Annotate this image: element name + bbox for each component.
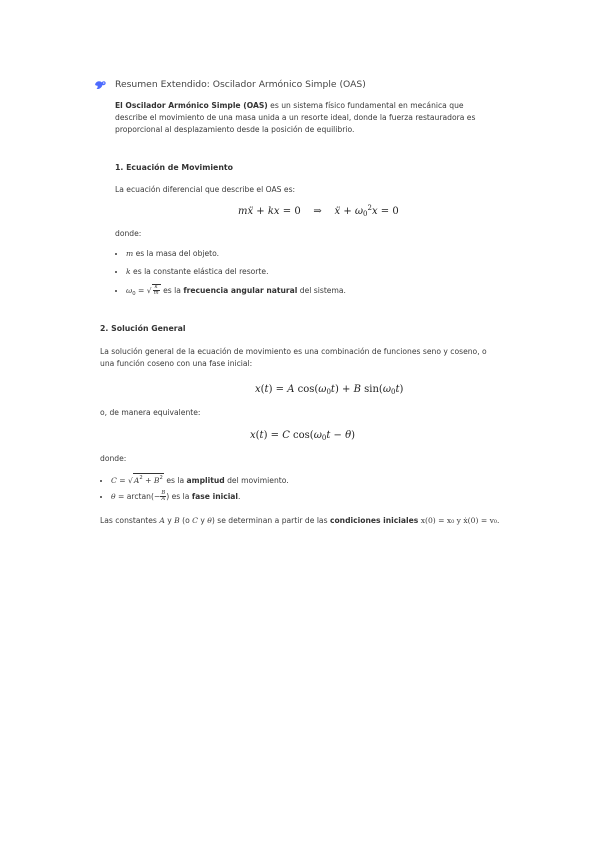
intro-text: es un sistema físico fundamental en mecánica que describe el movimiento de una masa unida a un resorte ideal, donde la fuerza restauradora es proporcional al desplazamiento desde la posición de equilibrio. bbox=[115, 101, 476, 134]
section1-text: La ecuación diferencial que describe el OAS es: bbox=[115, 185, 296, 194]
header bbox=[94, 78, 366, 92]
section1-where: donde: bbox=[115, 229, 142, 238]
section2-closing: Las constantes A y B (o C y θ) se determinan a partir de las condiciones iniciales x(0) = x₀ y ẋ(0) = v₀. bbox=[100, 516, 500, 525]
section2-equivalent: o, de manera equivalente: bbox=[100, 408, 201, 417]
equation-general-solution: x(t) = A $\cos(\omega_0t) + B$ $\sin(\omega_0t)$ bbox=[255, 384, 404, 396]
list-item: • $C = √A^2 + B^2$ es la amplitud del movimiento. bbox=[111, 473, 511, 487]
section1-heading: 1. Ecuación de Movimiento bbox=[115, 163, 233, 172]
intro-bold-term: El Oscilador Armónico Simple (OAS) bbox=[115, 101, 268, 110]
section2-heading: 2. Solución General bbox=[100, 324, 186, 333]
section1-bullet-list bbox=[115, 248, 506, 304]
section2-text: La solución general de la ecuación de movimiento es una combinación de funciones seno y coseno, o una función coseno con una fase inicial: bbox=[100, 347, 487, 368]
intro-paragraph bbox=[115, 100, 495, 135]
section2-where: donde: bbox=[100, 454, 127, 463]
list-item: • θ = arctan(− $\frac{B}{A}$ ) es la fase inicial. bbox=[111, 491, 511, 503]
page-title: Resumen Extendido: Oscilador Armónico Simple (OAS) bbox=[115, 79, 366, 90]
list-item: • $\omega_0$ = √ $\frac{k}{m}$ es la frecuencia angular natural del sistema. bbox=[126, 284, 506, 298]
section2-bullet-list bbox=[100, 473, 511, 507]
equation-motion: mẍ + kx = 0 ⇒ ẍ + $\omega_0^2x = 0$ bbox=[238, 204, 399, 218]
app-logo-icon bbox=[94, 79, 107, 91]
list-item: • m es la masa del objeto. bbox=[126, 248, 506, 260]
list-item: • k es la constante elástica del resorte. bbox=[126, 266, 506, 278]
equation-phase-form: x(t) = C $\cos(\omega_0t - \theta)$ bbox=[250, 430, 356, 442]
